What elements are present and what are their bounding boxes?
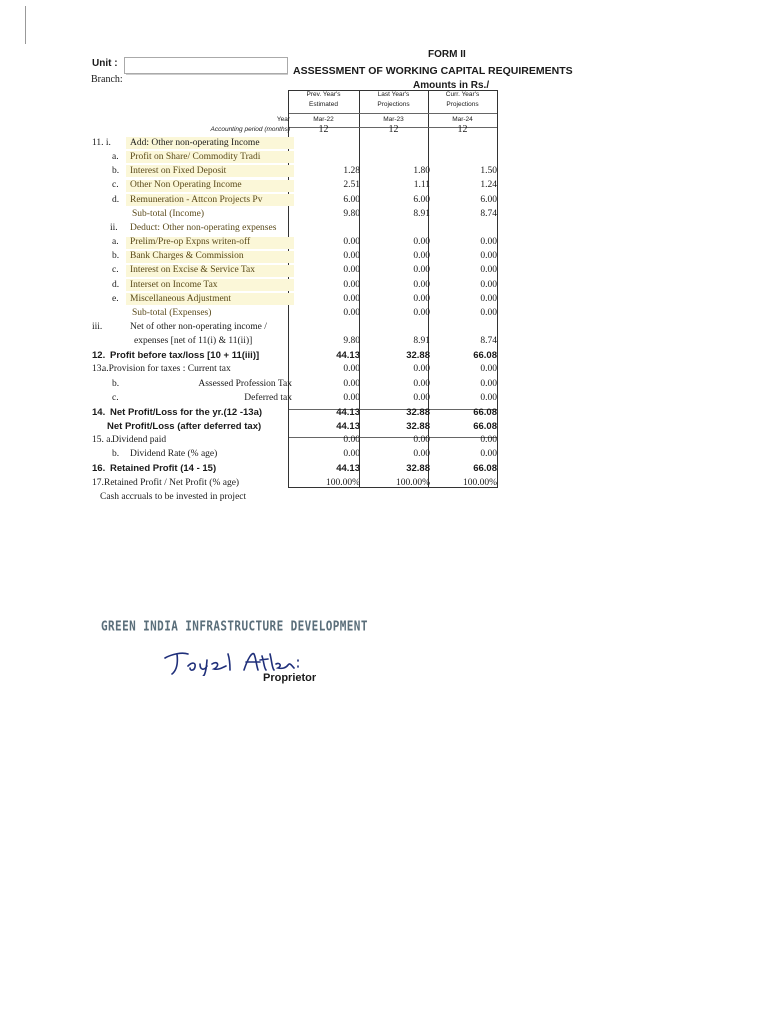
- row-number: 14.: [92, 406, 106, 418]
- row-value: 44.13: [336, 463, 360, 475]
- row-number: a.: [112, 237, 119, 248]
- row-number: d.: [112, 279, 120, 290]
- row-value: 0.00: [343, 392, 360, 403]
- form-number: FORM II: [428, 49, 466, 60]
- row-value: 44.13: [336, 406, 360, 418]
- row-value: 9.80: [343, 208, 360, 219]
- row-label: Sub-total (Expenses): [132, 307, 212, 318]
- row-value: 0.00: [480, 251, 497, 262]
- row-number: 13.: [92, 364, 104, 375]
- row-value: 6.00: [343, 194, 360, 205]
- row-number: c.: [112, 265, 119, 276]
- row-value: 2.51: [343, 180, 360, 191]
- row-value: 0.00: [413, 251, 430, 262]
- row-label: Interset on Income Tax: [130, 279, 218, 290]
- column-header-line1: Prev. Year's: [306, 91, 341, 98]
- row-value: 100.00%: [325, 477, 360, 488]
- row-value: 0.00: [413, 279, 430, 290]
- row-value: 0.00: [343, 307, 360, 318]
- row-value: 0.00: [480, 279, 497, 290]
- row-label: Dividend paid: [112, 435, 167, 446]
- values-grid: [288, 90, 498, 488]
- row-value: 1.50: [480, 166, 497, 177]
- row-value: 8.74: [480, 336, 497, 347]
- signatory-role: Proprietor: [263, 672, 317, 684]
- row-label: Retained Profit (14 - 15): [110, 463, 217, 475]
- row-value: 0.00: [480, 293, 497, 304]
- grid-row-divider: [289, 409, 497, 410]
- row-value: 66.08: [473, 463, 497, 475]
- row-number: c.: [112, 180, 119, 191]
- row-label: Net of other non-operating income /: [130, 321, 267, 332]
- row-number: b.: [112, 166, 120, 177]
- row-number: ii.: [110, 222, 118, 233]
- row-value: 0.00: [343, 435, 360, 446]
- row-value: 66.08: [473, 350, 497, 362]
- row-label: expenses [net of 11(i) & 11(ii)]: [134, 336, 253, 347]
- row-number: iii.: [92, 321, 103, 332]
- column-months: 12: [388, 124, 399, 135]
- row-value: 6.00: [480, 194, 497, 205]
- row-label: Deduct: Other non-operating expenses: [130, 222, 277, 233]
- grid-row-divider: [289, 437, 497, 438]
- row-number: e.: [112, 293, 119, 304]
- scan-edge-mark: [25, 6, 26, 44]
- row-label: Remuneration - Attcon Projects Pv: [130, 194, 263, 205]
- row-value: 0.00: [480, 364, 497, 375]
- row-label: Sub-total (Income): [132, 208, 205, 219]
- row-number: 17.: [92, 477, 104, 488]
- row-value: 0.00: [343, 449, 360, 460]
- row-value: 66.08: [473, 406, 497, 418]
- row-number: 11. i.: [92, 138, 111, 148]
- column-header: [359, 90, 428, 110]
- row-value: 6.00: [413, 194, 430, 205]
- row-value: 0.00: [413, 364, 430, 375]
- row-label: Net Profit/Loss for the yr.(12 -13a): [110, 406, 263, 418]
- row-label: Add: Other non-operating Income: [130, 138, 260, 148]
- row-label: Prelim/Pre-op Expns writen-off: [130, 237, 251, 248]
- row-value: 0.00: [480, 237, 497, 248]
- row-value: 9.80: [343, 336, 360, 347]
- row-value: 1.80: [413, 166, 430, 177]
- row-value: 0.00: [343, 237, 360, 248]
- column-header-line1: Last Year's: [377, 91, 410, 98]
- column-header: [289, 90, 358, 110]
- row-value: 100.00%: [395, 477, 430, 488]
- row-label: Profit on Share/ Commodity Tradi: [130, 152, 261, 163]
- column-months: 12: [318, 124, 329, 135]
- column-year: Mar-22: [313, 116, 334, 123]
- amounts-unit: Amounts in Rs./: [413, 80, 490, 91]
- row-value: 8.91: [413, 336, 430, 347]
- row-value: 0.00: [413, 265, 430, 276]
- row-value: 66.08: [473, 421, 497, 432]
- branch-field[interactable]: [126, 74, 288, 75]
- row-number: 16.: [92, 463, 106, 475]
- row-number: b.: [112, 449, 120, 460]
- row-value: 0.00: [480, 435, 497, 446]
- column-header-line2: Projections: [377, 101, 410, 108]
- row-value: 0.00: [480, 265, 497, 276]
- row-label: Other Non Operating Income: [130, 180, 242, 191]
- row-number: 15. a.: [92, 435, 113, 446]
- company-name: GREEN INDIA INFRASTRUCTURE DEVELOPMENT: [101, 618, 368, 635]
- row-value: 0.00: [480, 449, 497, 460]
- row-value: 44.13: [336, 350, 360, 362]
- column-year: Mar-23: [383, 116, 404, 123]
- row-value: 0.00: [343, 251, 360, 262]
- row-number: 12.: [92, 350, 106, 362]
- unit-label: Unit :: [92, 58, 118, 69]
- row-label: Bank Charges & Commission: [130, 251, 244, 262]
- grid-row-divider: [289, 113, 497, 114]
- row-value: 0.00: [413, 307, 430, 318]
- row-number: c.: [112, 392, 119, 403]
- branch-label: Branch:: [91, 74, 123, 85]
- row-value: 1.24: [480, 180, 497, 191]
- column-header: [428, 90, 497, 110]
- row-value: 44.13: [336, 421, 360, 432]
- row-value: 8.91: [413, 208, 430, 219]
- form-title: ASSESSMENT OF WORKING CAPITAL REQUIREMENTS: [293, 65, 573, 77]
- row-value: 0.00: [413, 378, 430, 389]
- row-value: 1.28: [343, 166, 360, 177]
- row-value: 1.11: [413, 180, 430, 191]
- row-value: 0.00: [413, 392, 430, 403]
- column-year: Mar-24: [452, 116, 473, 123]
- row-value: 32.88: [406, 350, 430, 362]
- row-value: 0.00: [413, 435, 430, 446]
- row-value: 0.00: [343, 279, 360, 290]
- row-value: 0.00: [343, 293, 360, 304]
- row-number: b.: [112, 251, 120, 262]
- row-number: a.: [112, 152, 119, 163]
- row-value: 0.00: [343, 364, 360, 375]
- unit-field[interactable]: [124, 57, 288, 74]
- row-value: 32.88: [406, 421, 430, 432]
- column-header-line1: Curr. Year's: [445, 91, 480, 98]
- period-label: Accounting period (months): [210, 126, 290, 133]
- row-value: 0.00: [413, 449, 430, 460]
- row-value: 0.00: [413, 293, 430, 304]
- row-label: Net Profit/Loss (after deferred tax): [107, 421, 262, 432]
- row-value: 0.00: [413, 237, 430, 248]
- row-number: d.: [112, 194, 120, 205]
- row-value: 0.00: [343, 378, 360, 389]
- row-label: Cash accruals to be invested in project: [100, 491, 247, 502]
- row-value: 32.88: [406, 463, 430, 475]
- row-value: 0.00: [480, 307, 497, 318]
- row-value: 8.74: [480, 208, 497, 219]
- row-label: Dividend Rate (% age): [130, 449, 218, 460]
- row-label: a.Provision for taxes : Current tax: [102, 364, 231, 375]
- column-header-line2: Estimated: [309, 101, 338, 108]
- column-header-line2: Projections: [446, 101, 479, 108]
- row-label: Retained Profit / Net Profit (% age): [104, 477, 240, 488]
- year-label: Year: [276, 116, 290, 123]
- row-value: 0.00: [480, 378, 497, 389]
- row-label: Profit before tax/loss [10 + 11(iii)]: [110, 350, 260, 362]
- row-value: 0.00: [343, 265, 360, 276]
- row-label: Miscellaneous Adjustment: [130, 293, 232, 304]
- row-label: Assessed Profession Tax: [198, 378, 292, 389]
- row-value: 32.88: [406, 406, 430, 418]
- row-label: Deferred tax: [244, 392, 292, 403]
- row-value: 0.00: [480, 392, 497, 403]
- row-label: Interest on Excise & Service Tax: [130, 265, 255, 276]
- row-label: Interest on Fixed Deposit: [130, 166, 227, 177]
- row-value: 100.00%: [462, 477, 497, 488]
- row-number: b.: [112, 378, 120, 389]
- column-months: 12: [457, 124, 468, 135]
